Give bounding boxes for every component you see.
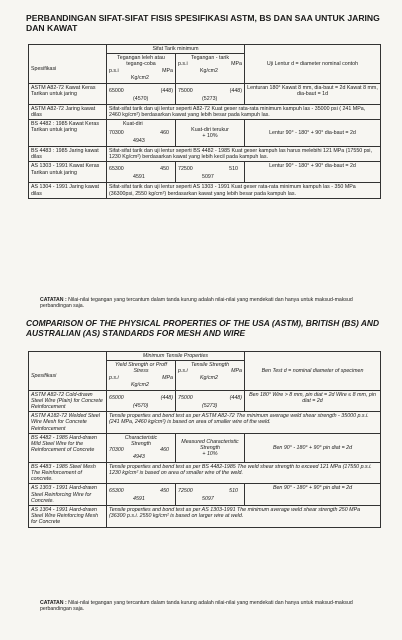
row-spec: ASTM A82-72 Jaring kawat dilas bbox=[29, 104, 107, 119]
row-spec: ASTM A182-72 Welded Steel Wire Mesh for Concrete Reinforcement bbox=[29, 412, 107, 434]
min-tensile-header: Sifat Tarik minimum bbox=[107, 45, 245, 54]
table-header-row bbox=[29, 352, 381, 361]
row-spec: ASTM A82-72 Cold-drawn Steel Wire (Plain) for Concrete Reinforcement bbox=[29, 390, 107, 412]
table-row bbox=[29, 484, 381, 506]
tensile-plus: + 10% bbox=[202, 450, 218, 457]
unit-mpa: MPa bbox=[231, 61, 242, 68]
yield-header bbox=[107, 361, 176, 390]
malay-note bbox=[40, 297, 380, 309]
bend-value: Lenturan 180° Kawat 8 mm, dia-baut = 2d Kawat 8 mm, dia-baut = 1d bbox=[245, 83, 381, 104]
yield-kg: 4943 bbox=[133, 138, 145, 145]
unit-kgcm2: Kg/cm2 bbox=[131, 74, 149, 81]
unit-psi: p.s.i bbox=[178, 368, 188, 375]
row-spec: BS 4482 : 1985 Kawat Keras Tarikan untuk jaring bbox=[29, 120, 107, 147]
tensile-kg: (5273) bbox=[202, 95, 218, 102]
tensile-plus: + 10% bbox=[202, 133, 218, 140]
yield-header-label: Tegangan leleh atau tegang-coba bbox=[117, 55, 165, 68]
tensile-psi: 75000 bbox=[178, 87, 193, 94]
row-description: Sifat-sifat tarik dan uji lentur seperti AS 1303 - 1991 Kuat geser rata-rata minimum kampuh las - 350 MPa (36300psi, 2550 kg/cm²) berdasarkan kawat yang lebih besar pada kampuh las. bbox=[107, 183, 381, 198]
english-spec-table bbox=[28, 351, 381, 528]
row-description: Tensile properties and bond test as per AS 1303-1991 The minimum average weld shear strength 250 MPa (36300 p.s.i. 2550 kg/cm² is based on larger wire at weld. bbox=[107, 506, 381, 528]
row-description: Tensile properties and bend test as per BS 4482-1985 The weld shear strength to exceed 121 MPa (17550 p.s.i. 1230 kg/cm² is based on area of smaller wire of the weld. bbox=[107, 462, 381, 484]
bend-value: Ben 90° - 180° + 90° pin diat = 2d bbox=[245, 484, 381, 506]
table-row bbox=[29, 462, 381, 484]
table-header-row bbox=[29, 45, 381, 54]
bend-value: Ben 90° - 180° + 90° pin diat = 2d bbox=[245, 433, 381, 462]
yield-header bbox=[107, 54, 176, 83]
tensile-header-label: Tensile Strength bbox=[190, 362, 230, 369]
bend-header: Ben Test d = nominal diameter of specimen bbox=[245, 352, 381, 391]
yield-kg: (4570) bbox=[133, 95, 149, 102]
bend-value: Lentur 90° - 180° + 90° dia-baut = 2d bbox=[245, 162, 381, 183]
tensile-mpa: (448) bbox=[229, 87, 242, 94]
bend-header: Uji Lentur d = diameter nominal contoh bbox=[245, 45, 381, 84]
yield-kg: 4591 bbox=[133, 496, 145, 503]
yield-kg: 4591 bbox=[133, 174, 145, 181]
unit-kgcm2: Kg/cm2 bbox=[131, 381, 149, 388]
unit-mpa: MPa bbox=[162, 374, 173, 381]
note-text: Nilai-nilai tegangan yang tercantum dalam tanda kurung adalah nilai-nilai yang mendekati dan hanya untuk maksud-maksud perbandingan saja. bbox=[40, 600, 353, 613]
table-row bbox=[29, 162, 381, 183]
unit-mpa: MPa bbox=[231, 368, 242, 375]
row-spec: AS 1303 - 1991 Hard-drawn Steel Reinforcing Wire for Concrete. bbox=[29, 484, 107, 506]
unit-kgcm2: Kg/cm2 bbox=[200, 68, 218, 75]
tensile-psi: 72500 bbox=[178, 488, 193, 495]
yield-psi: 70300 bbox=[109, 446, 124, 453]
min-tensile-header: Minimum Tensile Properties bbox=[107, 352, 245, 361]
yield-kg: 4943 bbox=[133, 453, 145, 460]
tensile-header-label: Tegangan - tarik bbox=[191, 55, 229, 62]
tensile-psi: 72500 bbox=[178, 166, 193, 173]
table-row bbox=[29, 104, 381, 119]
row-description: Tensile properties and bend test as per ASTM A82-72 The minimum average weld shear strength - 35000 p.s.i. (241 MPa, 2460 kg/cm²) is based on area of smaller wire of the weld. bbox=[107, 412, 381, 434]
table-row bbox=[29, 120, 381, 147]
yield-mpa: 460 bbox=[160, 130, 169, 137]
table-row bbox=[29, 147, 381, 162]
unit-mpa: MPa bbox=[162, 67, 173, 74]
note-text: Nilai-nilai tegangan yang tercantum dalam tanda kurung adalah nilai-nilai yang mendekati dan hanya untuk maksud-maksud perbandingan saja. bbox=[40, 297, 353, 310]
unit-psi: p.s.i bbox=[109, 374, 119, 381]
tensile-mpa: (448) bbox=[229, 394, 242, 401]
yield-mpa: (448) bbox=[160, 394, 173, 401]
tensile-kg: 5097 bbox=[202, 496, 214, 503]
yield-mpa: (448) bbox=[160, 87, 173, 94]
row-spec: AS 1304 - 1991 Hard-drawn Steel Wire Reinforcing Mesh for Concrete bbox=[29, 506, 107, 528]
malay-title: PERBANDINGAN SIFAT-SIFAT FISIS SPESIFIKASI ASTM, BS DAN SAA UNTUK JARING DAN KAWAT bbox=[26, 13, 380, 33]
yield-psi: 65300 bbox=[109, 166, 124, 173]
tensile-header bbox=[176, 361, 245, 390]
row-spec: BS 4483 : 1985 Jaring kawat dilas bbox=[29, 147, 107, 162]
table-row bbox=[29, 183, 381, 198]
bend-value: Ben 180° Wire > 8 mm, pin diat = 2d Wire ≤ 8 mm, pin diat = 2d bbox=[245, 390, 381, 412]
yield-mpa: 450 bbox=[160, 166, 169, 173]
row-spec: BS 4482 - 1985 Hard-drawn Mild Steel Wire for the Reinforcement of Concrete bbox=[29, 433, 107, 462]
tensile-mpa: 510 bbox=[229, 488, 238, 495]
table-row bbox=[29, 433, 381, 462]
english-note bbox=[40, 600, 380, 612]
row-spec: AS 1304 - 1991 Jaring kawat dilas bbox=[29, 183, 107, 198]
tensile-label: Measured Characteristic Strength bbox=[181, 438, 239, 451]
malay-spec-table bbox=[28, 44, 381, 199]
tensile-mpa: 510 bbox=[229, 166, 238, 173]
unit-kgcm2: Kg/cm2 bbox=[200, 375, 218, 382]
tensile-psi: 75000 bbox=[178, 394, 193, 401]
tensile-kg: (5273) bbox=[202, 402, 218, 409]
row-spec: ASTM A82-72 Kawat Keras Tarikan untuk jaring bbox=[29, 83, 107, 104]
tensile-label: Kuat-diri terukur bbox=[191, 126, 229, 133]
yield-header-label: Yield Strength or Proff Stress bbox=[114, 362, 168, 375]
tensile-kg: 5097 bbox=[202, 174, 214, 181]
note-label: CATATAN : bbox=[40, 297, 67, 303]
table-row bbox=[29, 83, 381, 104]
table-row bbox=[29, 412, 381, 434]
yield-kg: (4570) bbox=[133, 402, 149, 409]
table-row bbox=[29, 390, 381, 412]
yield-psi: 70300 bbox=[109, 130, 124, 137]
yield-psi: 65000 bbox=[109, 87, 124, 94]
yield-psi: 65000 bbox=[109, 394, 124, 401]
note-label: CATATAN : bbox=[40, 600, 67, 606]
yield-mpa: 460 bbox=[160, 446, 169, 453]
yield-mpa: 450 bbox=[160, 488, 169, 495]
row-spec: AS 1303 - 1991 Kawat Keras Tarikan untuk jaring bbox=[29, 162, 107, 183]
unit-psi: p.s.i bbox=[109, 67, 119, 74]
row-spec: BS 4483 - 1985 Steel Mesh The Reinforcement of concrete. bbox=[29, 462, 107, 484]
yield-label: Characteristic Strength bbox=[124, 434, 158, 448]
yield-label: Kuat-diri bbox=[123, 121, 143, 128]
bend-value: Lentur 90° - 180° + 90° dia-baut = 2d bbox=[245, 120, 381, 147]
yield-psi: 65300 bbox=[109, 488, 124, 495]
row-description: Sifat-sifat tarik dan uji lentur seperti A82-72 Kuat geser rata-rata minimum kampuh las - 35000 psi ( 241 MPa, 2460 kg/cm²) berdasarkan kawat yang lebih besar pada kampuh las. bbox=[107, 104, 381, 119]
table-row bbox=[29, 506, 381, 528]
unit-psi: p.s.i bbox=[178, 61, 188, 68]
row-description: Sifat-sifat tarik dan uji lentur seperti BS 4482 - 1985 Kuat geser kampuh las harus melebihi 121 MPa (17550 psi, 1230 Kg/cm²) berdasarkan kawat yang lebih kecil pada kampuh las. bbox=[107, 147, 381, 162]
tensile-header bbox=[176, 54, 245, 83]
spec-header: Spesifikasi bbox=[29, 352, 107, 391]
spec-header: Spesifikasi bbox=[29, 45, 107, 84]
english-title: COMPARISON OF THE PHYSICAL PROPERTIES OF THE USA (ASTM), BRITISH (BS) AND AUSTRALIAN (AS) STANDARDS FOR MESH AND WIRE bbox=[26, 318, 380, 338]
